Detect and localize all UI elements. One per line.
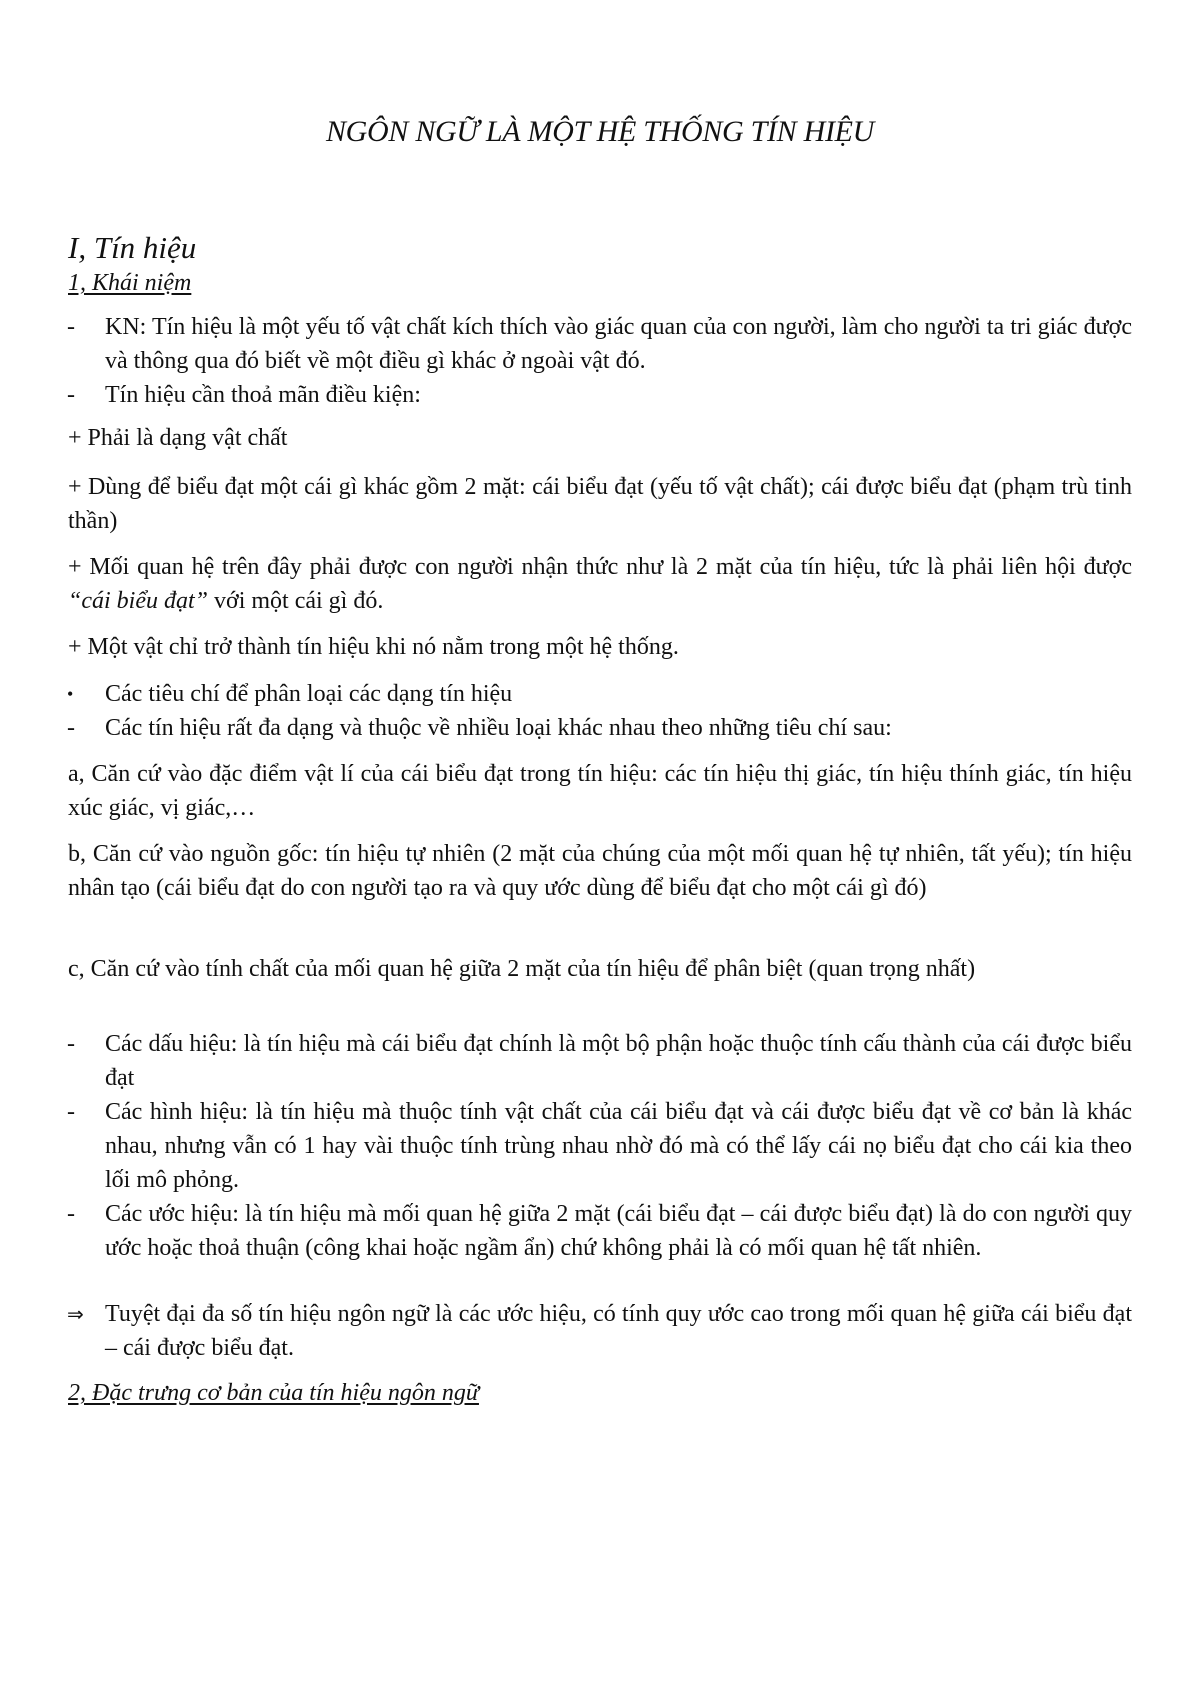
list-item-definition (67, 310, 1132, 378)
list-item-text: Các dấu hiệu: là tín hiệu mà cái biểu đạt chính là một bộ phận hoặc thuộc tính cấu thành của cái được biểu đạt (105, 1031, 1132, 1091)
criterion-b-paragraph: b, Căn cứ vào nguồn gốc: tín hiệu tự nhiên (2 mặt của chúng của một mối quan hệ tự nhiên, tất yếu); tín hiệu nhân tạo (cái biểu đạt do con người tạo ra và quy ước dùng để biểu đạt cho một cái gì đó) (68, 841, 1132, 901)
list-item-text: Tín hiệu cần thoả mãn điều kiện: (105, 382, 421, 408)
subheading-khai-niem: 1, Khái niệm (68, 270, 192, 296)
dash-marker: - (67, 1099, 75, 1125)
list-item-text: Tuyệt đại đa số tín hiệu ngôn ngữ là các ước hiệu, có tính quy ước cao trong mối quan hệ giữa cái biểu đạt – cái được biểu đạt. (105, 1301, 1132, 1361)
dash-marker: - (67, 314, 75, 340)
dash-marker: - (67, 1031, 75, 1057)
condition-paragraph-1: + Phải là dạng vật chất (68, 425, 288, 451)
section-heading-i: I, Tín hiệu (68, 230, 197, 265)
bullet-marker: • (67, 684, 74, 704)
dash-marker: - (67, 715, 75, 741)
document-title: NGÔN NGỮ LÀ MỘT HỆ THỐNG TÍN HIỆU (325, 115, 875, 148)
condition-paragraph-2: + Dùng để biểu đạt một cái gì khác gồm 2 mặt: cái biểu đạt (yếu tố vật chất); cái được biểu đạt (phạm trù tinh thần) (68, 474, 1132, 534)
condition-3-text-end: với một cái gì đó. (208, 588, 384, 614)
dash-marker: - (67, 382, 75, 408)
list-item-criteria-intro (67, 711, 1132, 745)
list-item-text: Các tín hiệu rất đa dạng và thuộc về nhiều loại khác nhau theo những tiêu chí sau: (105, 715, 892, 741)
list-item-text: KN: Tín hiệu là một yếu tố vật chất kích thích vào giác quan của con người, làm cho người ta tri giác được và thông qua đó biết về một điều gì khác ở ngoài vật đó. (105, 314, 1132, 374)
list-item-uoc-hieu (67, 1197, 1132, 1265)
dash-marker: - (67, 1201, 75, 1227)
condition-paragraph-4: + Một vật chỉ trở thành tín hiệu khi nó nằm trong một hệ thống. (68, 634, 679, 660)
list-item-text: Các tiêu chí để phân loại các dạng tín hiệu (105, 681, 513, 707)
implies-arrow-icon: ⇒ (67, 1302, 84, 1326)
criterion-a-paragraph: a, Căn cứ vào đặc điểm vật lí của cái biểu đạt trong tín hiệu: các tín hiệu thị giác, tín hiệu thính giác, tín hiệu xúc giác, vị giác,… (68, 761, 1132, 821)
condition-paragraph-3 (68, 550, 1132, 618)
list-item-criteria-heading (67, 677, 1132, 711)
condition-3-text-start: + Mối quan hệ trên đây phải được con người nhận thức như là 2 mặt của tín hiệu, tức là phải liên hội được (68, 554, 1132, 580)
list-item-text: Các hình hiệu: là tín hiệu mà thuộc tính vật chất của cái biểu đạt và cái được biểu đạt về cơ bản là khác nhau, nhưng vẫn có 1 hay vài thuộc tính trùng nhau nhờ đó mà có thể lấy cái nọ biểu đạt cho cái kia theo lối mô phỏng. (105, 1099, 1132, 1193)
criterion-c-paragraph: c, Căn cứ vào tính chất của mối quan hệ giữa 2 mặt của tín hiệu để phân biệt (quan trọng nhất) (68, 956, 976, 982)
list-item-dau-hieu (67, 1027, 1132, 1095)
condition-3-italic-term: “cái biểu đạt” (68, 588, 209, 614)
list-item-hinh-hieu (67, 1095, 1132, 1197)
list-item-text: Các ước hiệu: là tín hiệu mà mối quan hệ giữa 2 mặt (cái biểu đạt – cái được biểu đạt) là do con người quy ước hoặc thoả thuận (công khai hoặc ngầm ẩn) chứ không phải là có mối quan hệ tất nhiên. (105, 1201, 1132, 1261)
list-item-conclusion (67, 1297, 1132, 1365)
subheading-dac-trung: 2, Đặc trưng cơ bản của tín hiệu ngôn ngữ (68, 1380, 479, 1406)
list-item-conditions (67, 378, 1132, 412)
